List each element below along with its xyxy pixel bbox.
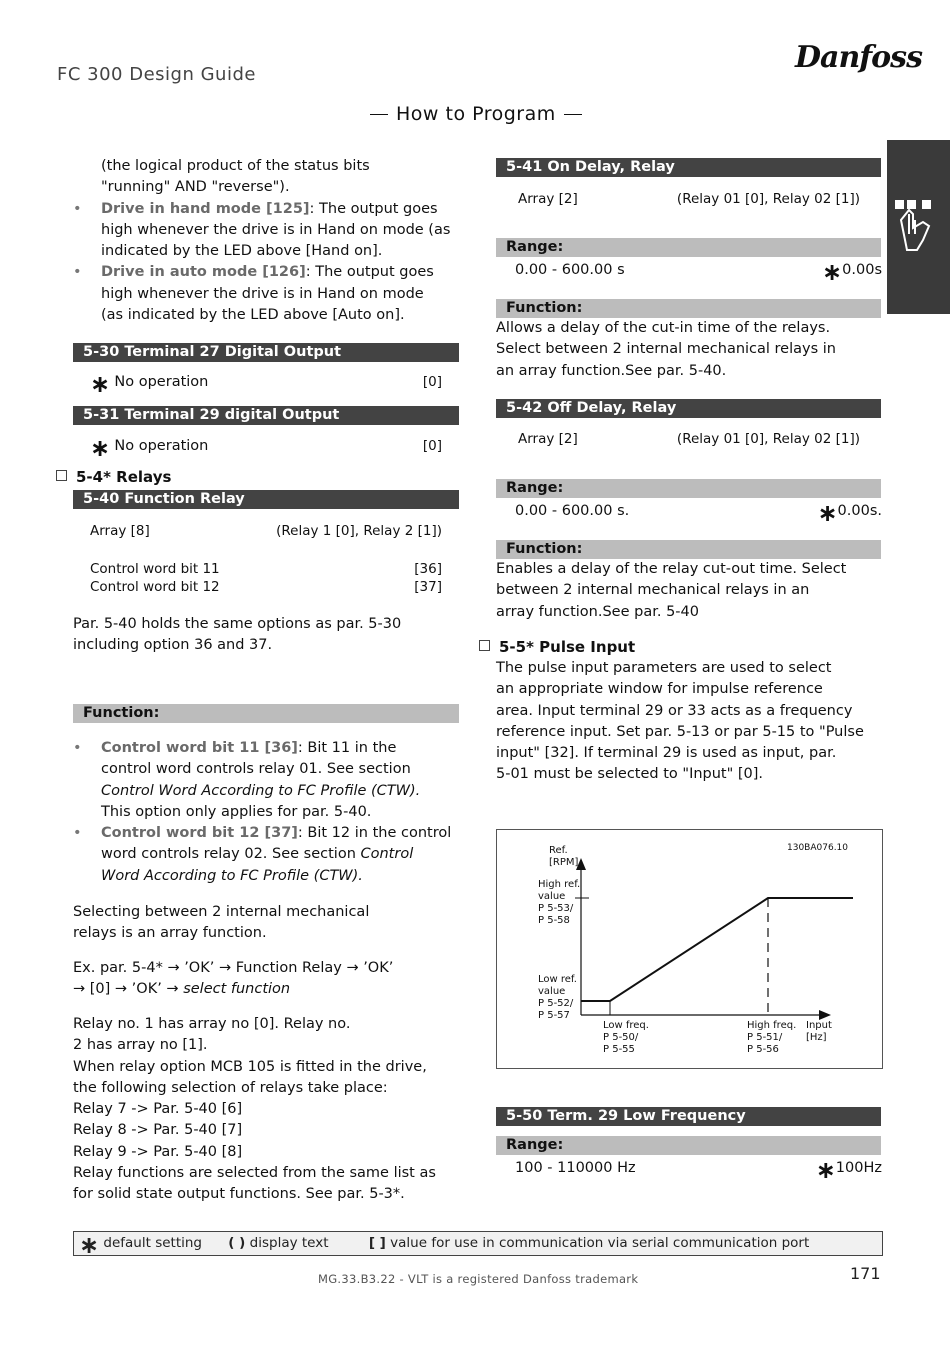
option-row: Control word bit 12 [37] <box>90 579 442 595</box>
param-5-42-title: 5-42 Off Delay, Relay <box>496 399 881 418</box>
legend-box <box>73 1231 883 1259</box>
danfoss-logo: Danfoss <box>795 40 922 75</box>
legend-default: default setting <box>103 1235 202 1251</box>
param-5-41-array: Array [2] (Relay 01 [0], Relay 02 [1]) <box>518 191 860 207</box>
default-star-icon: ∗ <box>815 1156 836 1184</box>
range-label: Range: <box>496 238 881 257</box>
high-ref-label: High ref. value P 5-53/ P 5-58 <box>538 879 581 926</box>
bullet-ctrl-bit-12: • Control word bit 12 [37]: Bit 12 in the control word controls relay 02. See section Control Word According to FC Profile (CTW). <box>73 823 463 887</box>
legend-paren-symbol: ( ) <box>228 1235 246 1251</box>
section-title: How to Program <box>362 103 590 125</box>
y-axis-label: Ref. [RPM] <box>549 845 579 868</box>
function-bullets <box>73 738 463 887</box>
param-5-41-description: Allows a delay of the cut-in time of the relays. Select between 2 internal mechanical relays in an array function.See par. 5-40. <box>496 320 836 379</box>
default-star-icon: ∗ <box>90 370 111 398</box>
param-5-31-title: 5-31 Terminal 29 digital Output <box>73 406 459 425</box>
figure-code: 130BA076.10 <box>787 843 849 853</box>
response-curve <box>581 898 853 1001</box>
param-5-31-option: ∗ No operation [0] <box>90 434 442 462</box>
page-number: 171 <box>850 1264 881 1283</box>
param-5-50-title: 5-50 Term. 29 Low Frequency <box>496 1107 881 1126</box>
group-5-4-heading: 5-4* Relays <box>56 468 171 486</box>
x-axis-label: Input [Hz] <box>806 1020 832 1043</box>
checkbox-icon <box>56 470 67 481</box>
legend-bracket-symbol: [ ] <box>368 1235 386 1251</box>
param-5-40-title: 5-40 Function Relay <box>73 490 459 509</box>
param-5-42-description: Enables a delay of the relay cut-out time. Select between 2 internal mechanical relays in an array function.See par. 5-40 <box>496 561 847 620</box>
legend-value-text: value for use in communication via serial communication port <box>390 1235 810 1251</box>
group-5-5-heading: 5-5* Pulse Input <box>479 638 635 656</box>
function-label: Function: <box>496 299 881 318</box>
param-5-41-title: 5-41 On Delay, Relay <box>496 158 881 177</box>
graph-lines <box>497 830 882 1068</box>
x-axis-arrow-icon <box>819 1010 831 1020</box>
option-row: Control word bit 11 [36] <box>90 561 442 577</box>
param-5-42-range: 0.00 - 600.00 s. ∗0.00s. <box>515 499 882 527</box>
function-label: Function: <box>496 540 881 559</box>
default-star-icon: ∗ <box>817 499 838 527</box>
y-axis-arrow-icon <box>576 858 586 870</box>
chapter-tab <box>887 140 950 314</box>
bullet-hand-mode: • Drive in hand mode [125]: The output goes high whenever the drive is in Hand on mode (as indicated by the LED above [Hand on]. <box>73 199 463 263</box>
param-5-40-note: Par. 5-40 holds the same options as par. 5-30 including option 36 and 37. <box>73 616 402 654</box>
document-title: FC 300 Design Guide <box>57 64 256 85</box>
bullet-ctrl-bit-11: • Control word bit 11 [36]: Bit 11 in the control word controls relay 01. See section Control Word According to FC Profile (CTW). This option only applies for par. 5-40. <box>73 738 463 823</box>
range-label: Range: <box>496 1136 881 1155</box>
param-5-30-option: ∗ No operation [0] <box>90 370 442 398</box>
param-5-40-array: Array [8] (Relay 1 [0], Relay 2 [1]) <box>90 523 442 539</box>
param-5-50-range: 100 - 110000 Hz ∗100Hz <box>515 1156 882 1184</box>
pulse-input-description: The pulse input parameters are used to select an appropriate window for impulse reference area. Input terminal 29 or 33 acts as a frequency reference input. Set par. 5-13 or par 5-15 to "Pulse input" [32]. If terminal 29 is used as input, par. 5-01 must be selected to "Input" [0]. <box>496 660 864 783</box>
high-freq-label: High freq. P 5-51/ P 5-56 <box>747 1020 797 1055</box>
default-star-icon: ∗ <box>79 1231 100 1259</box>
array-note: Selecting between 2 internal mechanical relays is an array function. <box>73 904 370 942</box>
intro-line: "running" AND "reverse"). <box>101 179 290 196</box>
intro-line: (the logical product of the status bits <box>101 158 370 174</box>
trademark-note: MG.33.B3.22 - VLT is a registered Danfoss trademark <box>318 1272 639 1286</box>
checkbox-icon <box>479 640 490 651</box>
default-star-icon: ∗ <box>822 258 843 286</box>
pulse-input-graph <box>496 829 883 1069</box>
example-text: Ex. par. 5-4* → ’OK’ → Function Relay → ’OK’ → [0] → ’OK’ → select function <box>73 960 394 998</box>
function-label: Function: <box>73 704 459 723</box>
low-freq-label: Low freq. P 5-50/ P 5-55 <box>603 1020 649 1055</box>
hand-keypad-icon <box>887 140 950 314</box>
range-label: Range: <box>496 479 881 498</box>
legend-display-text: display text <box>249 1235 329 1251</box>
low-ref-label: Low ref. value P 5-52/ P 5-57 <box>538 974 577 1021</box>
default-star-icon: ∗ <box>90 434 111 462</box>
bullet-auto-mode: • Drive in auto mode [126]: The output goes high whenever the drive is in Hand on mode (as indicated by the LED above [Auto on]. <box>73 262 463 326</box>
param-5-30-title: 5-30 Terminal 27 Digital Output <box>73 343 459 362</box>
param-5-41-range: 0.00 - 600.00 s ∗0.00s <box>515 258 882 286</box>
intro-text <box>73 156 463 326</box>
relay-text: Relay no. 1 has array no [0]. Relay no. 2 has array no [1]. When relay option MCB 105 is fitted in the drive, the following selection of relays take place: Relay 7 -> Par. 5-40 [6] Relay 8 -> Par. 5-40 [7] Relay 9 -> Par. 5-40 [8] Relay functions are selected from the same list as for solid state output functions. See par. 5-3*. <box>73 1016 436 1203</box>
param-5-42-array: Array [2] (Relay 01 [0], Relay 02 [1]) <box>518 431 860 447</box>
